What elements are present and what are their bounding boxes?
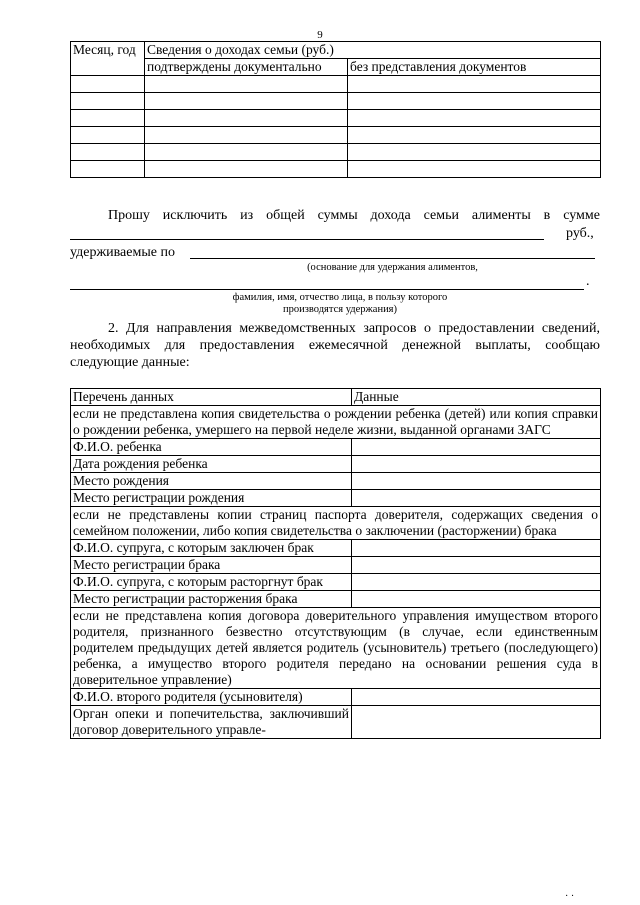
income-row — [71, 127, 601, 144]
income-cell[interactable] — [145, 144, 348, 161]
alimony-hint1: (основание для удержания алиментов, — [307, 262, 478, 273]
page-number: 9 — [317, 29, 323, 41]
income-cell[interactable] — [71, 161, 145, 178]
income-cell[interactable] — [71, 144, 145, 161]
guardianship-body-value[interactable] — [352, 706, 601, 739]
income-sub-confirmed: подтверждены документально — [145, 59, 348, 76]
spouse-married-value[interactable] — [352, 540, 601, 557]
second-parent-fio-label: Ф.И.О. второго родителя (усыновителя) — [71, 689, 352, 706]
income-cell[interactable] — [71, 93, 145, 110]
child-birthdate-label: Дата рождения ребенка — [71, 456, 352, 473]
income-cell[interactable] — [145, 93, 348, 110]
income-col-info: Сведения о доходах семьи (руб.) — [145, 42, 601, 59]
income-sub-unconfirmed: без представления документов — [348, 59, 601, 76]
group1-text: если не представлена копия свидетельства о рождении ребенка (детей) или копия справки о рождении ребенка, умершего на первой неделе жизни, выданной органами ЗАГС — [71, 406, 601, 439]
income-row — [71, 110, 601, 127]
income-row — [71, 93, 601, 110]
income-cell[interactable] — [348, 144, 601, 161]
income-cell[interactable] — [348, 161, 601, 178]
second-parent-fio-value[interactable] — [352, 689, 601, 706]
child-birthdate-value[interactable] — [352, 456, 601, 473]
alimony-end-dot: . — [586, 274, 590, 289]
income-table — [70, 41, 601, 178]
child-fio-value[interactable] — [352, 439, 601, 456]
income-cell[interactable] — [145, 161, 348, 178]
alimony-hint2a: фамилия, имя, отчество лица, в пользу которого — [232, 292, 448, 303]
income-cell[interactable] — [145, 127, 348, 144]
guardianship-body-label: Орган опеки и попечительства, заключивший договор доверительного управле- — [71, 706, 352, 739]
data-table — [70, 388, 601, 739]
spouse-married-label: Ф.И.О. супруга, с которым заключен брак — [71, 540, 352, 557]
group3-text: если не представлена копия договора доверительного управления имуществом второго родителя, признанного безвестно отсутствующим (в случае, если единственным родителем предыдущих детей является родитель (усыновитель) третьего (последующего) ребенка, а имущество второго родителя передано на основании решения суда в доверительное управление) — [71, 608, 601, 689]
income-cell[interactable] — [348, 93, 601, 110]
income-cell[interactable] — [71, 110, 145, 127]
alimony-sum-field[interactable] — [70, 239, 544, 240]
birth-place-value[interactable] — [352, 473, 601, 490]
header-list: Перечень данных — [71, 389, 352, 406]
income-cell[interactable] — [348, 76, 601, 93]
child-fio-label: Ф.И.О. ребенка — [71, 439, 352, 456]
income-cell[interactable] — [71, 127, 145, 144]
divorce-reg-place-label: Место регистрации расторжения брака — [71, 591, 352, 608]
income-cell[interactable] — [145, 76, 348, 93]
income-row — [71, 76, 601, 93]
group2-text: если не представлены копии страниц паспорта доверителя, содержащих сведения о семейном положении, либо копия свидетельства о заключении (расторжении) брака — [71, 507, 601, 540]
alimony-line1: Прошу исключить из общей суммы дохода семьи алименты в сумме — [108, 208, 600, 223]
income-row — [71, 161, 601, 178]
spouse-divorced-label: Ф.И.О. супруга, с которым расторгнут брак — [71, 574, 352, 591]
income-cell[interactable] — [145, 110, 348, 127]
income-cell[interactable] — [71, 76, 145, 93]
header-data: Данные — [352, 389, 601, 406]
birth-reg-place-label: Место регистрации рождения — [71, 490, 352, 507]
marriage-reg-place-value[interactable] — [352, 557, 601, 574]
income-col-month: Месяц, год — [71, 42, 145, 76]
birth-place-label: Место рождения — [71, 473, 352, 490]
alimony-person-field[interactable] — [70, 289, 584, 290]
marriage-reg-place-label: Место регистрации брака — [71, 557, 352, 574]
income-cell[interactable] — [348, 110, 601, 127]
section2-text: 2. Для направления межведомственных запросов о предоставлении сведений, необходимых для предоставления ежемесячной денежной выплаты, сообщаю следующие данные: — [70, 321, 600, 370]
income-cell[interactable] — [348, 127, 601, 144]
spouse-divorced-value[interactable] — [352, 574, 601, 591]
alimony-hint2b: производятся удержания) — [282, 304, 398, 315]
alimony-withheld-label: удерживаемые по — [70, 245, 175, 260]
divorce-reg-place-value[interactable] — [352, 591, 601, 608]
birth-reg-place-value[interactable] — [352, 490, 601, 507]
footer-marks: · · — [565, 891, 575, 902]
income-row — [71, 144, 601, 161]
alimony-basis-field[interactable] — [190, 258, 595, 259]
alimony-currency: руб., — [566, 226, 594, 241]
